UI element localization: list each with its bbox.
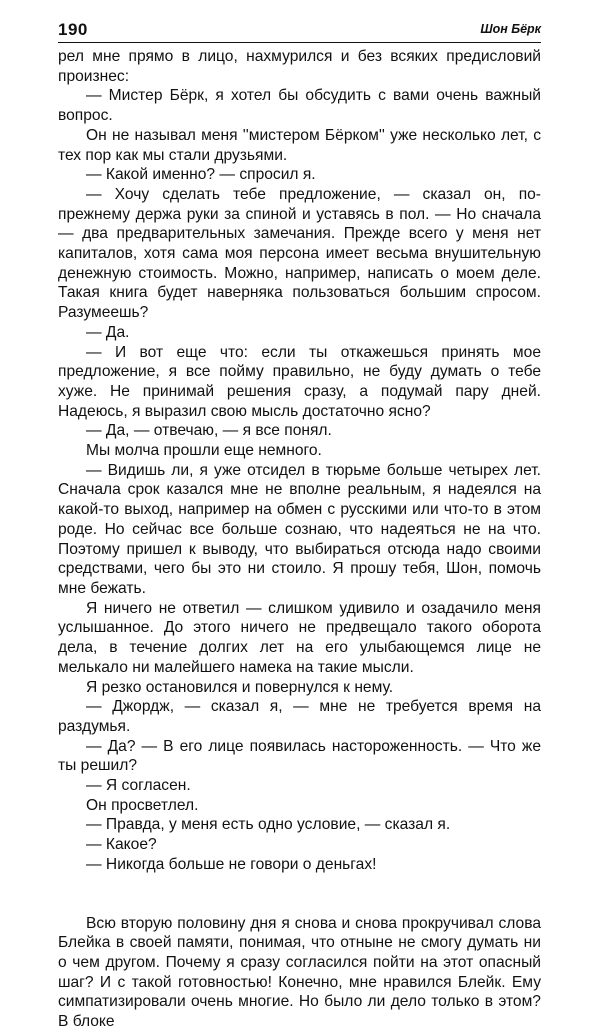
paragraph: Мы молча прошли еще немного. [86,442,322,460]
running-head: Шон Бёрк [480,22,541,36]
paragraph: — Видишь ли, я уже отсидел в тюрьме больше четырех лет. Сначала срок казался мне не вполне реальным, я надеялся на какой-то выход, например на обмен с русскими или что-то в этом роде. Но сейчас все больше сознаю, что надеяться не на что. Поэтому пришел к выводу, что выбираться отсюда надо своими средствами, чего бы это ни стоило. Я прошу тебя, Шон, помочь мне бежать. [58,461,541,597]
paragraph: Я резко остановился и повернулся к нему. [86,678,394,696]
paragraph: — Какой именно? — спросил я. [86,166,316,184]
paragraph: — И вот еще что: если ты откажешься принять мое предложение, я все пойму правильно, не буду думать о тебе хуже. Не принимай решения сразу, а подумай пару дней. Надеюсь, я выразил свою мысль достаточно ясно? [58,343,541,420]
paragraph: Он просветлел. [86,796,199,814]
paragraph: Я ничего не ответил — слишком удивило и озадачило меня услышанное. До этого ничего не предвещало такого оборота дела, в течение долгих лет на его улыбающемся лице не мелькало ни малейшего намека на такие мысли. [58,599,541,676]
paragraph: рел мне прямо в лицо, нахмурился и без всяких предисловий произнес: [58,48,541,85]
paragraph: — Я согласен. [86,777,191,795]
paragraph: — Да, — отвечаю, — я все понял. [86,422,332,440]
section-break [58,875,541,914]
page-header [58,18,541,43]
paragraph: — Какое? [86,836,157,854]
paragraph: — Никогда больше не говори о деньгах! [86,855,377,873]
paragraph: — Правда, у меня есть одно условие, — сказал я. [86,816,451,834]
paragraph: — Да? — В его лице появилась настороженность. — Что же ты решил? [58,737,541,775]
page-number: 190 [58,20,88,39]
paragraph: Он не называл меня ''мистером Бёрком'' уже несколько лет, с тех пор как мы стали друзьями. [58,126,541,164]
paragraph: — Хочу сделать тебе предложение, — сказал он, по-прежнему держа руки за спиной и уставясь в пол. — Но сначала — два предварительных замечания. Прежде всего у меня нет капиталов, хотя сама моя персона имеет весьма внушительную денежную стоимость. Можно, например, написать о моем деле. Такая книга будет наверняка пользоваться большим спросом. Разумеешь? [58,185,541,322]
paragraph: — Мистер Бёрк, я хотел бы обсудить с вами очень важный вопрос. [58,87,541,125]
body-text [58,47,541,1032]
paragraph: — Джордж, — сказал я, — мне не требуется время на раздумья. [58,698,541,735]
paragraph: Всю вторую половину дня я снова и снова прокручивал слова Блейка в своей памяти, понимая, что отныне не смогу думать ни о чем другом. Почему я сразу согласился пойти на этот опасный шаг? И с такой готовностью! Конечно, мне нравился Блейк. Ему симпатизировали очень многие. Но было ли дело только в этом? В блоке [58,914,541,1031]
paragraph: — Да. [86,323,130,341]
